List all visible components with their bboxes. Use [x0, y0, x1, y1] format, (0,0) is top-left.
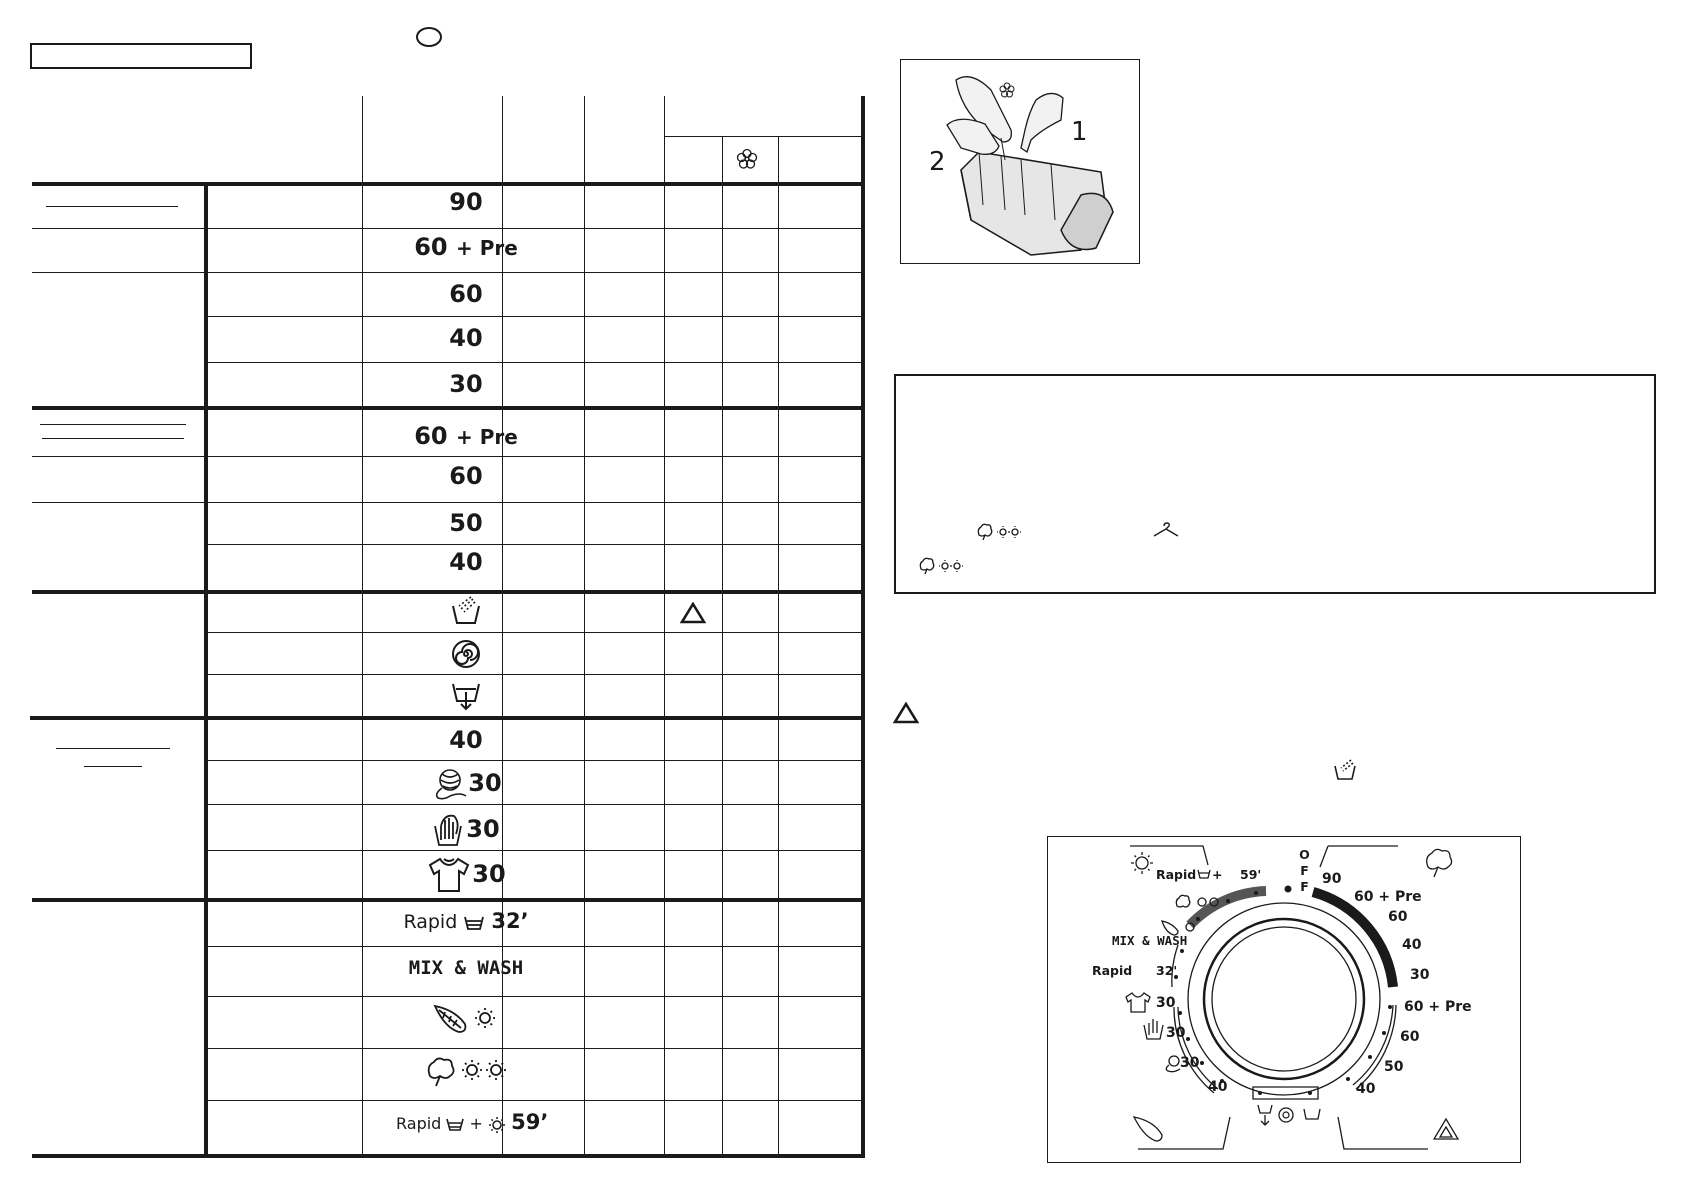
category-heading-line — [42, 438, 184, 439]
dial-label-50: 50 — [1384, 1059, 1404, 1075]
program-label: 60 — [449, 280, 483, 308]
dial-label-40-b: 40 — [1356, 1081, 1376, 1097]
dial-label-shirt30: 30 — [1156, 995, 1176, 1011]
group-separator — [30, 716, 865, 720]
flower-icon — [736, 148, 758, 175]
program-label: Rapid 32’ — [403, 909, 529, 933]
dial-off-label — [1264, 847, 1312, 891]
table-right-border — [861, 96, 865, 1158]
table-bottom-border — [32, 1154, 865, 1158]
dial-drain-icon — [1258, 1105, 1272, 1125]
dial-label-mixwash: MIX & WASH — [1112, 933, 1188, 948]
dial-hand-icon — [1144, 1019, 1163, 1039]
dial-label-40: 40 — [1402, 937, 1422, 953]
wool-icon — [430, 766, 468, 802]
shirt-icon — [426, 856, 472, 894]
dial-label-40-left: 40 — [1208, 1079, 1228, 1095]
triangle-warning-icon — [893, 702, 919, 729]
program-label: 60 + Pre — [414, 233, 518, 261]
table-col-line — [778, 136, 779, 1158]
drain-icon — [396, 680, 536, 712]
dispenser-label-2: 2 — [929, 147, 946, 177]
row-line — [206, 996, 862, 997]
rinse-icon — [396, 596, 536, 626]
program-label: 50 — [449, 509, 483, 537]
dial-triangle-icon — [1434, 1119, 1458, 1139]
program-label: 30 — [396, 856, 536, 894]
group-separator — [32, 590, 865, 594]
dial-label-hand30: 30 — [1166, 1025, 1186, 1041]
program-label — [396, 1054, 536, 1088]
program-label: 40 — [449, 726, 483, 754]
program-label: 30 — [396, 766, 536, 802]
dial-label-60-b: 60 — [1400, 1029, 1420, 1045]
program-label: 90 — [449, 188, 483, 216]
category-heading-line — [84, 766, 142, 767]
cotton-suns-icon — [424, 1054, 508, 1088]
program-label: 30 — [396, 812, 536, 848]
dial-label-60pre-b: 60 + Pre — [1404, 999, 1472, 1015]
dial-label-60pre: 60 + Pre — [1354, 889, 1422, 905]
dial-spin-icon — [1279, 1108, 1293, 1122]
dial-feather-icon — [1134, 1117, 1162, 1141]
program-label: 60 + Pre — [414, 422, 518, 450]
program-table — [32, 96, 832, 1156]
category-heading-line — [56, 748, 170, 749]
row-line — [32, 272, 862, 273]
row-line — [206, 674, 862, 675]
program-label: 60 — [449, 462, 483, 490]
dial-label-30: 30 — [1410, 967, 1430, 983]
program-dial-diagram — [1047, 836, 1521, 1163]
category-heading-line — [46, 206, 178, 207]
hanger-icon — [1152, 522, 1180, 538]
program-label — [396, 1002, 536, 1038]
note-box — [894, 374, 1656, 594]
dial-label-wool30: 30 — [1180, 1055, 1200, 1071]
sun-icon — [488, 1116, 506, 1134]
row-line — [206, 946, 862, 947]
row-line — [206, 804, 862, 805]
dial-label-59: 59' — [1240, 867, 1262, 882]
table-col-line — [362, 96, 363, 1158]
group-separator — [32, 898, 865, 902]
section-title-box — [30, 43, 252, 69]
row-line — [206, 1048, 862, 1049]
program-label: 30 — [449, 370, 483, 398]
table-col-line — [664, 96, 665, 1158]
triangle-warning-icon — [680, 602, 706, 629]
program-label: 40 — [449, 324, 483, 352]
dial-wool-icon — [1166, 1056, 1180, 1072]
feather-sun-icon — [431, 1002, 501, 1038]
cotton-suns-icon — [976, 522, 1022, 542]
program-label: Rapid + 59’ — [396, 1110, 549, 1134]
basin-icon — [463, 915, 485, 931]
language-badge — [416, 27, 442, 47]
dial-label-rapid59: Rapid — [1156, 867, 1197, 882]
program-label: 40 — [449, 548, 483, 576]
dial-off-label-text: OFF — [1264, 847, 1312, 862]
handwash-icon — [432, 812, 466, 848]
dial-rinse-icon — [1304, 1109, 1320, 1119]
dial-label-plus: + — [1212, 867, 1223, 882]
cotton-suns-icon — [918, 556, 964, 576]
table-col-line — [722, 136, 723, 1158]
rinse-icon — [1332, 758, 1358, 787]
row-line — [206, 1100, 862, 1101]
row-line — [206, 850, 862, 851]
group-separator — [32, 406, 865, 410]
dial-label-90: 90 — [1322, 871, 1342, 887]
dial-label-60: 60 — [1388, 909, 1408, 925]
dispenser-label-1: 1 — [1071, 117, 1088, 147]
basin-sun-icon — [446, 1118, 464, 1132]
row-line — [206, 362, 862, 363]
dial-cotton-icon — [1427, 849, 1452, 877]
dial-cotton-suns-icon — [1176, 895, 1218, 907]
category-heading-line — [40, 424, 186, 425]
program-label: MIX & WASH — [408, 957, 524, 979]
dial-label-32: 32' — [1156, 963, 1178, 978]
row-line — [32, 456, 862, 457]
row-line — [206, 316, 862, 317]
dial-label-rapid32: Rapid — [1092, 963, 1133, 978]
row-line — [206, 632, 862, 633]
dial-sun-icon — [1131, 852, 1153, 874]
table-subheader-line — [664, 136, 862, 137]
table-col-line — [584, 96, 585, 1158]
dial-shirt-icon — [1126, 993, 1150, 1012]
dial-basin-icon — [1198, 870, 1210, 878]
dispenser-illustration — [900, 59, 1140, 264]
group-separator — [32, 182, 865, 186]
row-line — [206, 760, 862, 761]
spin-icon — [396, 638, 536, 670]
table-category-divider — [204, 184, 208, 1156]
row-line — [32, 502, 862, 503]
row-line — [32, 228, 862, 229]
row-line — [206, 544, 862, 545]
